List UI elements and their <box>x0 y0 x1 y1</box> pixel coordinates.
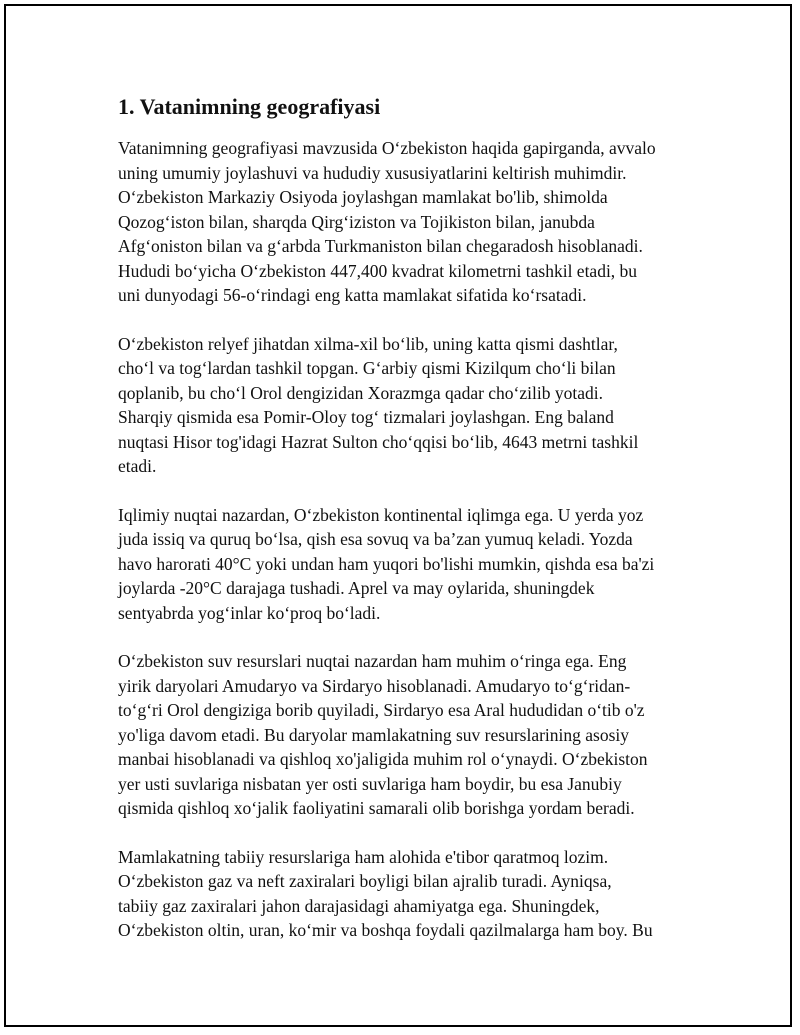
text-line: uning umumiy joylashuvi va hududiy xususiyatlarini keltirish muhimdir. <box>118 162 627 183</box>
text-line: Mamlakatning tabiiy resurslariga ham alohida e'tibor qaratmoq lozim. <box>118 846 609 867</box>
paragraph-climate <box>118 503 688 626</box>
text-line: O‘zbekiston Markaziy Osiyoda joylashgan mamlakat bo'lib, shimolda <box>118 187 608 207</box>
text-line: Qozog‘iston bilan, sharqda Qirg‘iziston va Tojikiston bilan, janubda <box>118 211 595 232</box>
section-heading: 1. Vatanimning geografiyasi <box>118 94 381 119</box>
paragraph-water-resources <box>118 649 688 821</box>
text-line: yirik daryolari Amudaryo va Sirdaryo hisoblanadi. Amudaryo to‘g‘ridan- <box>118 675 631 696</box>
text-line: manbai hisoblanadi va qishloq xo'jaligida muhim rol o‘ynaydi. O‘zbekiston <box>118 749 648 769</box>
text-line: yer usti suvlariga nisbatan yer osti suvlariga ham boydir, bu esa Janubiy <box>118 773 622 794</box>
text-line: joylarda -20°C darajaga tushadi. Aprel va may oylarida, shuningdek <box>118 578 595 598</box>
paragraph-list <box>118 136 688 943</box>
text-line: nuqtasi Hisor tog'idagi Hazrat Sulton cho‘qqisi bo‘lib, 4643 metrni tashkil <box>118 431 639 452</box>
text-line: O‘zbekiston relyef jihatdan xilma-xil bo‘lib, uning katta qismi dashtlar, <box>118 333 618 354</box>
text-line: qismida qishloq xo‘jalik faoliyatini samarali olib borishga yordam beradi. <box>118 798 635 818</box>
text-line: juda issiq va quruq bo‘lsa, qish esa sovuq va ba’zan yumuq keladi. Yozda <box>118 529 633 549</box>
text-line: cho‘l va tog‘lardan tashkil topgan. G‘arbiy qismi Kizilqum cho‘li bilan <box>118 358 616 378</box>
text-line: Vatanimning geografiyasi mavzusida O‘zbekiston haqida gapirganda, avvalo <box>118 138 656 158</box>
text-line: etadi. <box>118 456 157 476</box>
text-line: tabiiy gaz zaxiralari jahon darajasidagi ahamiyatga ega. Shuningdek, <box>118 895 600 916</box>
text-line: yo'liga davom etadi. Bu daryolar mamlakatning suv resurslarining asosiy <box>118 724 630 745</box>
text-line: O‘zbekiston suv resurslari nuqtai nazardan ham muhim o‘ringa ega. Eng <box>118 651 627 671</box>
text-line: uni dunyodagi 56-o‘rindagi eng katta mamlakat sifatida ko‘rsatadi. <box>118 285 587 305</box>
document-body <box>118 92 688 967</box>
text-line: qoplanib, bu cho‘l Orol dengizidan Xorazmga qadar cho‘zilib yotadi. <box>118 382 603 403</box>
text-line: sentyabrda yog‘inlar ko‘proq bo‘ladi. <box>118 602 381 623</box>
paragraph-natural-resources <box>118 845 688 943</box>
text-line: havo harorati 40°C yoki undan ham yuqori bo'lishi mumkin, qishda esa ba'zi <box>118 553 655 574</box>
text-line: Sharqiy qismida esa Pomir-Oloy tog‘ tizmalari joylashgan. Eng baland <box>118 407 614 427</box>
text-line: Afg‘oniston bilan va g‘arbda Turkmaniston bilan chegaradosh hisoblanadi. <box>118 236 643 256</box>
text-line: O‘zbekiston oltin, uran, ko‘mir va boshqa foydali qazilmalarga ham boy. Bu <box>118 920 653 940</box>
text-line: to‘g‘ri Orol dengiziga borib quyiladi, Sirdaryo esa Aral hududidan o‘tib o'z <box>118 700 645 720</box>
text-line: Hududi bo‘yicha O‘zbekiston 447,400 kvadrat kilometrni tashkil etadi, bu <box>118 260 638 281</box>
paragraph-geography-overview <box>118 136 688 308</box>
paragraph-relief <box>118 332 688 479</box>
text-line: O‘zbekiston gaz va neft zaxiralari boyligi bilan ajralib turadi. Ayniqsa, <box>118 871 612 891</box>
text-line: Iqlimiy nuqtai nazardan, O‘zbekiston kontinental iqlimga ega. U yerda yoz <box>118 504 644 525</box>
